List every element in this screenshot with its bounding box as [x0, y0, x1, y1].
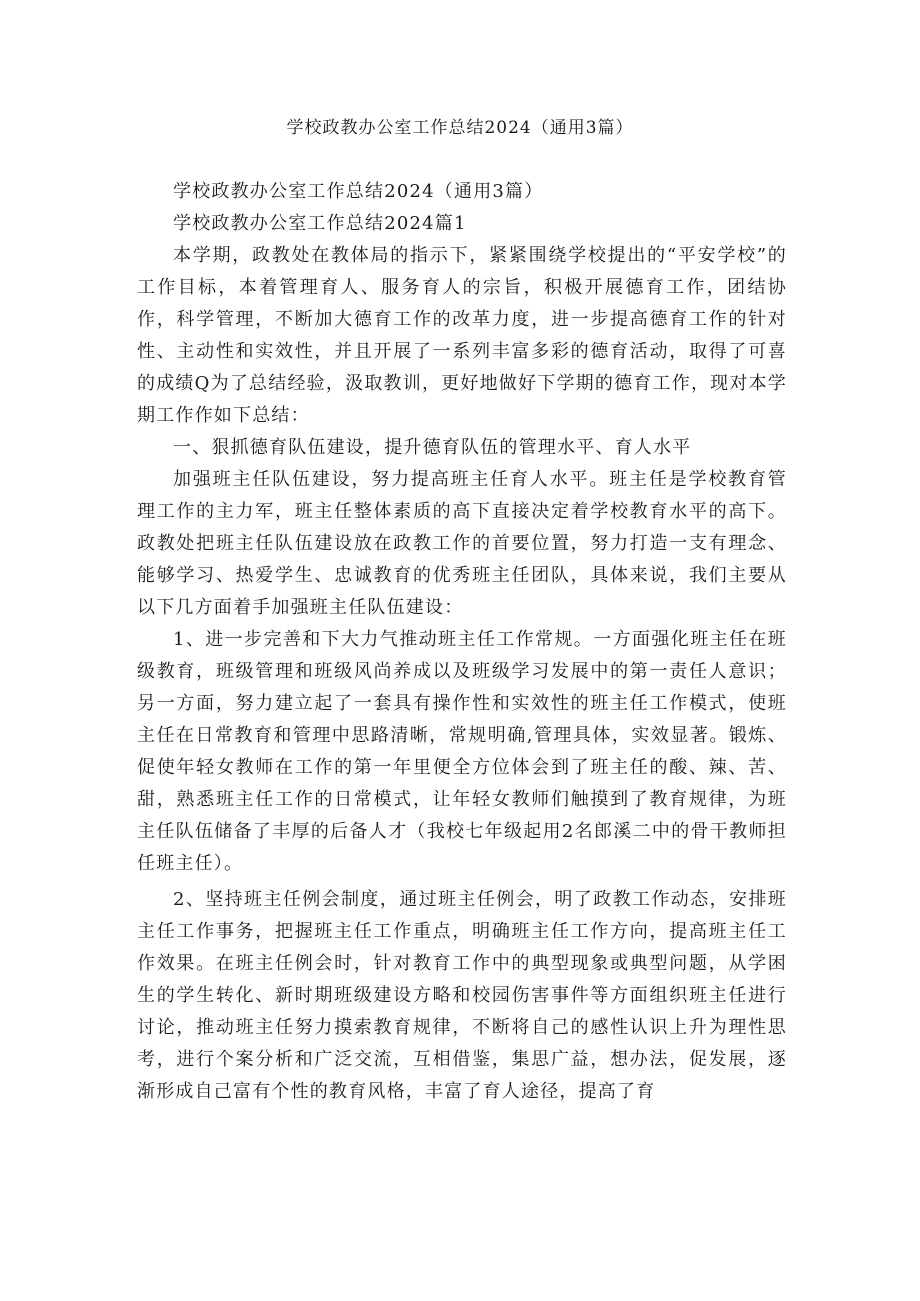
document-title: 学校政教办公室工作总结2024（通用3篇） [286, 118, 634, 138]
section-heading: 学校政教办公室工作总结2024篇1 [173, 213, 467, 234]
subtitle-paragraph: 学校政教办公室工作总结2024（通用3篇） [173, 181, 544, 202]
part-one-heading: 一、狠抓德育队伍建设，提升德育队伍的管理水平、育人水平 [173, 437, 692, 458]
intro-paragraph: 本学期，政教处在教体局的指示下，紧紧围绕学校提出的“平安学校”的工作目标，本着管理育人、服务育人的宗旨，积极开展德育工作，团结协作，科学管理，不断加大德育工作的改革力度，进一步提高德育工作的针对性、主动性和实效性，并且开展了一系列丰富多彩的德育活动，取得了可喜的成绩Q为了总结经验，汲取教训，更好地做好下学期的德育工作，现对本学期工作作如下总结： [137, 245, 787, 426]
team-building-paragraph: 加强班主任队伍建设，努力提高班主任育人水平。班主任是学校教育管理工作的主力军，班主任整体素质的高下直接决定着学校教育水平的高下。政教处把班主任队伍建设放在政教工作的首要位置，努力打造一支有理念、能够学习、热爱学生、忠诚教育的优秀班主任团队，具体来说，我们主要从以下几方面着手加强班主任队伍建设： [137, 469, 787, 618]
item-one-paragraph: 1、进一步完善和下大力气推动班主任工作常规。一方面强化班主任在班级教育，班级管理和班级风尚养成以及班级学习发展中的第一责任人意识；另一方面，努力建立起了一套具有操作性和实效性的班主任工作模式，使班主任在日常教育和管理中思路清晰，常规明确,管理具体，实效显著。锻炼、促使年轻女教师在工作的第一年里便全方位体会到了班主任的酸、辣、苦、甜，熟悉班主任工作的日常模式，让年轻女教师们触摸到了教育规律，为班主任队伍储备了丰厚的后备人才（我校七年级起用2名郎溪二中的骨干教师担任班主任）。 [137, 629, 787, 874]
document-body [137, 176, 787, 1108]
item-two-paragraph: 2、坚持班主任例会制度，通过班主任例会，明了政教工作动态，安排班主任工作事务，把握班主任工作重点，明确班主任工作方向，提高班主任工作效果。在班主任例会时，针对教育工作中的典型现象或典型问题，从学困生的学生转化、新时期班级建设方略和校园伤害事件等方面组织班主任进行讨论，推动班主任努力摸索教育规律，不断将自己的感性认识上升为理性思考，进行个案分析和广泛交流，互相借鉴，集思广益，想办法，促发展，逐渐形成自己富有个性的教育风格，丰富了育人途径，提高了育 [137, 889, 787, 1102]
